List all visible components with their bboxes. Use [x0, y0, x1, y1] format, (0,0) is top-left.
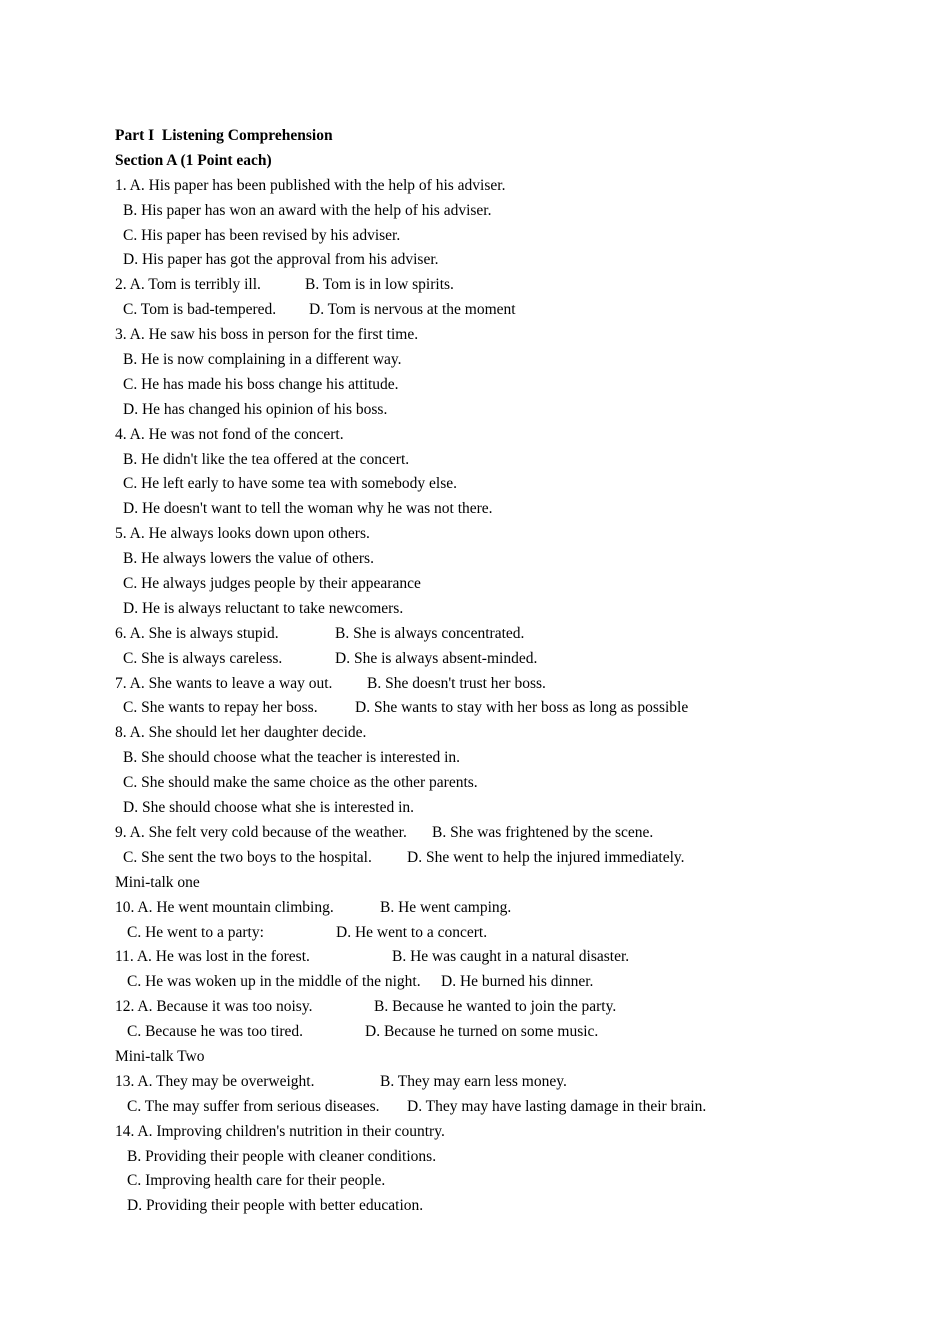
question-2-option-d: D. Tom is nervous at the moment — [309, 301, 516, 319]
question-11-row-2 — [115, 970, 915, 995]
question-11-row-1 — [115, 945, 915, 970]
question-1-option-c: C. His paper has been revised by his adviser. — [123, 226, 401, 244]
question-11-option-a: 11. A. He was lost in the forest. — [115, 948, 310, 966]
mini-talk-two-heading: Mini-talk Two — [115, 1047, 205, 1065]
question-14-option-b: B. Providing their people with cleaner conditions. — [127, 1147, 437, 1165]
question-10-row-2 — [115, 921, 915, 946]
question-6-option-c: C. She is always careless. — [123, 649, 283, 667]
question-5-option-b: B. He always lowers the value of others. — [123, 550, 374, 568]
question-9-row-1 — [115, 821, 915, 846]
question-10-option-d: D. He went to a concert. — [336, 923, 488, 941]
question-10-row-1 — [115, 896, 915, 921]
question-9-option-b: B. She was frightened by the scene. — [432, 823, 654, 841]
question-13-row-1 — [115, 1070, 915, 1095]
question-12-row-1 — [115, 995, 915, 1020]
question-14-option-d: D. Providing their people with better education. — [127, 1197, 424, 1215]
question-4-option-d: D. He doesn't want to tell the woman why he was not there. — [123, 500, 493, 518]
question-12-option-a: 12. A. Because it was too noisy. — [115, 998, 313, 1016]
question-12-row-2 — [115, 1020, 915, 1045]
question-7-row-2 — [115, 696, 915, 721]
question-12-option-d: D. Because he turned on some music. — [365, 1023, 599, 1041]
question-13-row-2 — [115, 1095, 915, 1120]
question-2-option-c: C. Tom is bad-tempered. — [123, 301, 277, 319]
question-8-option-d: D. She should choose what she is interested in. — [123, 799, 415, 817]
question-6-row-1 — [115, 622, 915, 647]
question-6-option-d: D. She is always absent-minded. — [335, 649, 538, 667]
question-6-row-2 — [115, 647, 915, 672]
question-3-option-d: D. He has changed his opinion of his boss. — [123, 400, 388, 418]
question-3-option-c: C. He has made his boss change his attitude. — [123, 375, 399, 393]
question-3-option-b: B. He is now complaining in a different way. — [123, 351, 402, 369]
question-8-option-a: 8. A. She should let her daughter decide. — [115, 724, 367, 742]
question-10-option-b: B. He went camping. — [380, 898, 512, 916]
question-13-option-a: 13. A. They may be overweight. — [115, 1072, 315, 1090]
question-13-option-d: D. They may have lasting damage in their brain. — [407, 1097, 707, 1115]
question-13-option-c: C. The may suffer from serious diseases. — [127, 1097, 380, 1115]
question-10-option-c: C. He went to a party: — [127, 923, 264, 941]
question-7-row-1 — [115, 672, 915, 697]
question-11-option-b: B. He was caught in a natural disaster. — [392, 948, 630, 966]
question-6-option-a: 6. A. She is always stupid. — [115, 624, 279, 642]
question-8-option-b: B. She should choose what the teacher is interested in. — [123, 749, 461, 767]
question-2-option-a: 2. A. Tom is terribly ill. — [115, 276, 261, 294]
question-1-option-b: B. His paper has won an award with the help of his adviser. — [123, 201, 492, 219]
question-12-option-b: B. Because he wanted to join the party. — [374, 998, 617, 1016]
question-6-option-b: B. She is always concentrated. — [335, 624, 525, 642]
question-14-option-a: 14. A. Improving children's nutrition in their country. — [115, 1122, 445, 1140]
mini-talk-one-heading: Mini-talk one — [115, 873, 200, 891]
document-page — [115, 124, 915, 1219]
question-5-option-a: 5. A. He always looks down upon others. — [115, 525, 370, 543]
question-4-option-a: 4. A. He was not fond of the concert. — [115, 425, 344, 443]
question-13-option-b: B. They may earn less money. — [380, 1072, 567, 1090]
question-1-option-d: D. His paper has got the approval from his adviser. — [123, 251, 439, 269]
question-7-option-b: B. She doesn't trust her boss. — [367, 674, 546, 692]
question-5-option-c: C. He always judges people by their appearance — [123, 575, 421, 593]
question-7-option-d: D. She wants to stay with her boss as long as possible — [355, 699, 689, 717]
question-11-option-d: D. He burned his dinner. — [441, 973, 594, 991]
question-1-option-a: 1. A. His paper has been published with the help of his adviser. — [115, 176, 506, 194]
question-11-option-c: C. He was woken up in the middle of the night. — [127, 973, 421, 991]
question-9-option-a: 9. A. She felt very cold because of the weather. — [115, 823, 407, 841]
question-7-option-c: C. She wants to repay her boss. — [123, 699, 318, 717]
question-4-option-b: B. He didn't like the tea offered at the concert. — [123, 450, 410, 468]
question-7-option-a: 7. A. She wants to leave a way out. — [115, 674, 333, 692]
question-8-option-c: C. She should make the same choice as the other parents. — [123, 774, 478, 792]
question-3-option-a: 3. A. He saw his boss in person for the first time. — [115, 326, 419, 344]
question-4-option-c: C. He left early to have some tea with somebody else. — [123, 475, 458, 493]
question-10-option-a: 10. A. He went mountain climbing. — [115, 898, 334, 916]
part-title: Part I Listening Comprehension — [115, 127, 333, 144]
question-12-option-c: C. Because he was too tired. — [127, 1023, 304, 1041]
question-5-option-d: D. He is always reluctant to take newcomers. — [123, 599, 404, 617]
question-2-option-b: B. Tom is in low spirits. — [305, 276, 454, 294]
question-2-row-1 — [115, 273, 915, 298]
question-9-option-c: C. She sent the two boys to the hospital. — [123, 848, 372, 866]
question-9-option-d: D. She went to help the injured immediately. — [407, 848, 685, 866]
question-14-option-c: C. Improving health care for their people. — [127, 1172, 386, 1190]
section-title: Section A (1 Point each) — [115, 151, 272, 169]
question-2-row-2 — [115, 298, 915, 323]
question-9-row-2 — [115, 846, 915, 871]
